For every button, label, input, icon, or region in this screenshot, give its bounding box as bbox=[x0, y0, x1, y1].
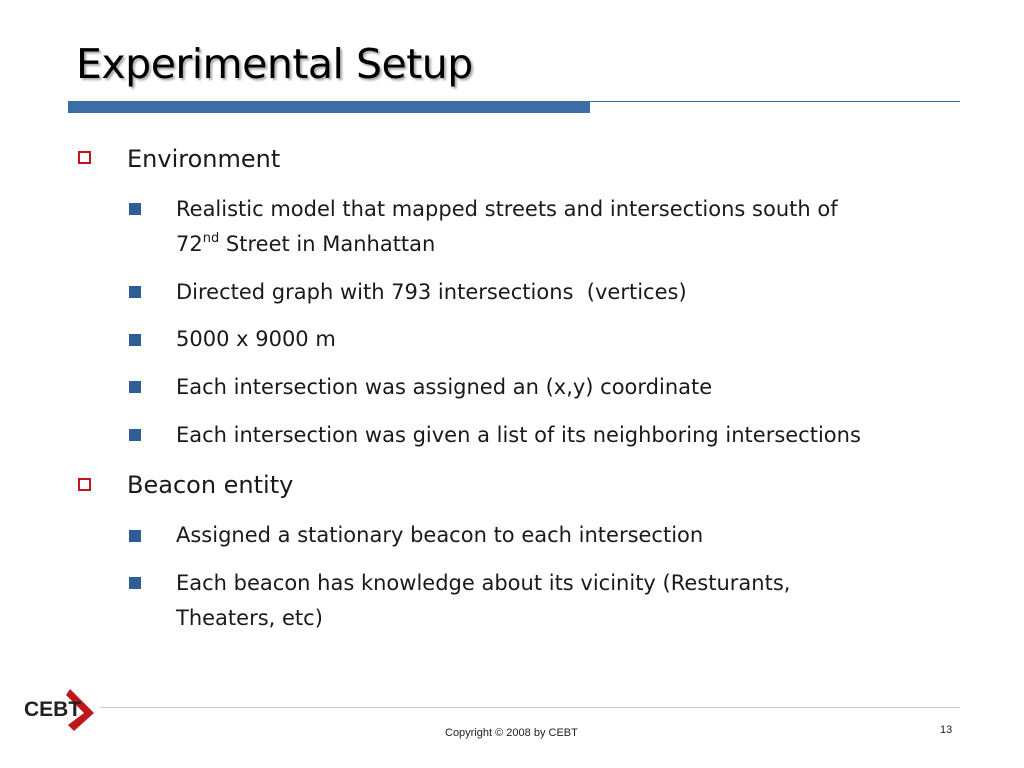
page-number: 13 bbox=[940, 724, 953, 736]
square-bullet-icon bbox=[129, 381, 141, 393]
list-item bbox=[176, 566, 956, 636]
list-item-line: Theaters, etc) bbox=[176, 606, 323, 630]
slide-title: Experimental Setup bbox=[76, 40, 473, 88]
square-bullet-icon bbox=[129, 286, 141, 298]
square-bullet-icon bbox=[129, 203, 141, 215]
cebt-logo bbox=[22, 683, 102, 733]
list-item-line: Each beacon has knowledge about its vicinity (Resturants, bbox=[176, 571, 791, 595]
superscript: nd bbox=[202, 231, 220, 246]
list-item-line: Realistic model that mapped streets and intersections south of bbox=[176, 197, 838, 221]
list-item-line: 72 bbox=[176, 232, 203, 256]
list-item: Assigned a stationary beacon to each intersection bbox=[176, 523, 704, 547]
section-bullet-icon bbox=[78, 478, 91, 491]
list-item-line: Street in Manhattan bbox=[219, 232, 436, 256]
square-bullet-icon bbox=[129, 530, 141, 542]
list-item: Directed graph with 793 intersections (vertices) bbox=[176, 280, 687, 304]
square-bullet-icon bbox=[129, 577, 141, 589]
list-item: Each intersection was assigned an (x,y) coordinate bbox=[176, 375, 713, 399]
list-item: 5000 x 9000 m bbox=[176, 327, 336, 351]
square-bullet-icon bbox=[129, 334, 141, 346]
copyright-text: Copyright © 2008 by CEBT bbox=[445, 727, 578, 739]
logo-text: CEBT bbox=[24, 698, 82, 721]
title-rule-thick bbox=[68, 102, 590, 113]
footer-rule bbox=[100, 707, 960, 708]
section-heading-beacon-entity: Beacon entity bbox=[127, 471, 294, 499]
section-bullet-icon bbox=[78, 151, 91, 164]
list-item bbox=[176, 192, 956, 262]
list-item: Each intersection was given a list of its neighboring intersections bbox=[176, 423, 861, 447]
section-heading-environment: Environment bbox=[127, 145, 281, 173]
square-bullet-icon bbox=[129, 429, 141, 441]
